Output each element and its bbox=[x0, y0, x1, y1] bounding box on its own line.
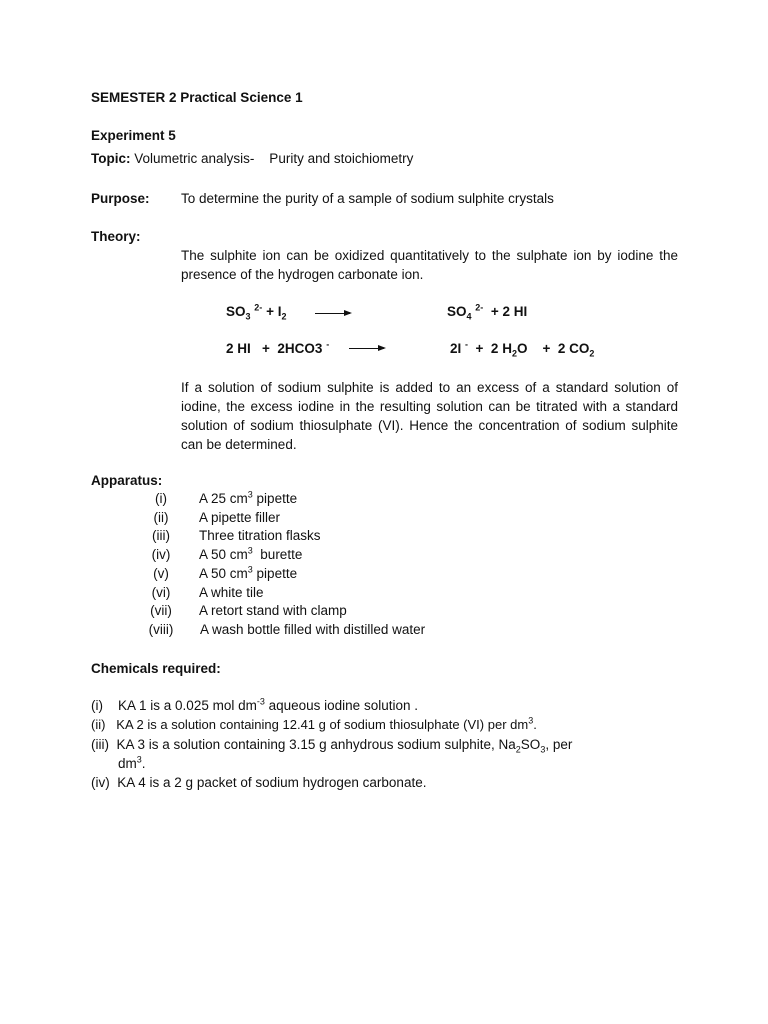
chemical-item: (iii) KA 3 is a solution containing 3.15 g anhydrous sodium sulphite, $Na_2SO_3$, per bbox=[91, 737, 573, 755]
chemical-item: (i) KA 1 is a 0.025 mol $dm^{-3}$ aqueous iodine solution . bbox=[91, 696, 418, 713]
apparatus-item: A white tile bbox=[199, 584, 264, 600]
theory-explanation: If a solution of sodium sulphite is added to an excess of a standard solution of iodine, the excess iodine in the resulting solution can be titrated with a standard solution of sodium thiosulphate (VI). Hence the concentration of sodium sulphite can be determined. bbox=[181, 380, 678, 452]
apparatus-item-number: (ii) bbox=[153, 509, 169, 525]
theory-label: Theory: bbox=[91, 229, 141, 244]
equation-2-left: 2 HI + 2HCO3 - bbox=[226, 339, 330, 356]
equation-2-arrow bbox=[349, 348, 384, 349]
chemicals-label: Chemicals required: bbox=[91, 661, 221, 676]
purpose-label: Purpose: bbox=[91, 191, 150, 206]
apparatus-item: A 50 $cm^3$ pipette bbox=[199, 564, 298, 581]
equation-1-left: $SO_3$ $^{2-} + I_2$ bbox=[226, 302, 287, 322]
apparatus-item: Three titration flasks bbox=[199, 528, 321, 544]
apparatus-item: A 50 $cm^3$ burette bbox=[199, 545, 303, 563]
page-title: SEMESTER 2 Practical Science 1 bbox=[91, 90, 303, 105]
apparatus-item-number: (v) bbox=[153, 565, 169, 581]
topic-line bbox=[91, 151, 413, 166]
apparatus-item-number: (viii) bbox=[148, 621, 174, 637]
chemical-item-continuation: $dm^3$. bbox=[118, 754, 146, 771]
apparatus-item-number: (iii) bbox=[152, 528, 170, 544]
apparatus-item: A 25 $cm^3$ pipette bbox=[199, 489, 298, 506]
apparatus-item-number: (i) bbox=[155, 491, 167, 506]
theory-intro: The sulphite ion can be oxidized quantitatively to the sulphate ion by iodine the presence of the hydrogen carbonate ion. bbox=[181, 248, 678, 282]
equation-1-arrow bbox=[315, 313, 350, 314]
equation-2-right: 2I - + 2 $H_2O$ + 2 $CO_2$ bbox=[450, 339, 595, 359]
apparatus-item-number: (iv) bbox=[151, 547, 171, 563]
apparatus-item-number: (vi) bbox=[151, 584, 171, 600]
topic-label: Topic: bbox=[91, 151, 131, 166]
apparatus-item: A pipette filler bbox=[199, 509, 281, 525]
chemical-item: (iv) KA 4 is a 2 g packet of sodium hydrogen carbonate. bbox=[91, 775, 427, 790]
topic-text: Volumetric analysis- Purity and stoichiometry bbox=[134, 151, 414, 166]
experiment-title: Experiment 5 bbox=[91, 128, 176, 143]
apparatus-label: Apparatus: bbox=[91, 473, 163, 488]
apparatus-item: A retort stand with clamp bbox=[199, 603, 347, 619]
chemical-item: (ii) KA 2 is a solution containing 12.41 g of sodium thiosulphate (VI) per $dm^3$. bbox=[91, 715, 537, 732]
apparatus-item-number: (vii) bbox=[150, 603, 172, 619]
equation-1-right: $SO_4$ $^{2-}$ + 2 HI bbox=[447, 302, 528, 322]
apparatus-item: A wash bottle filled with distilled water bbox=[200, 621, 426, 637]
purpose-text: To determine the purity of a sample of sodium sulphite crystals bbox=[181, 191, 554, 206]
